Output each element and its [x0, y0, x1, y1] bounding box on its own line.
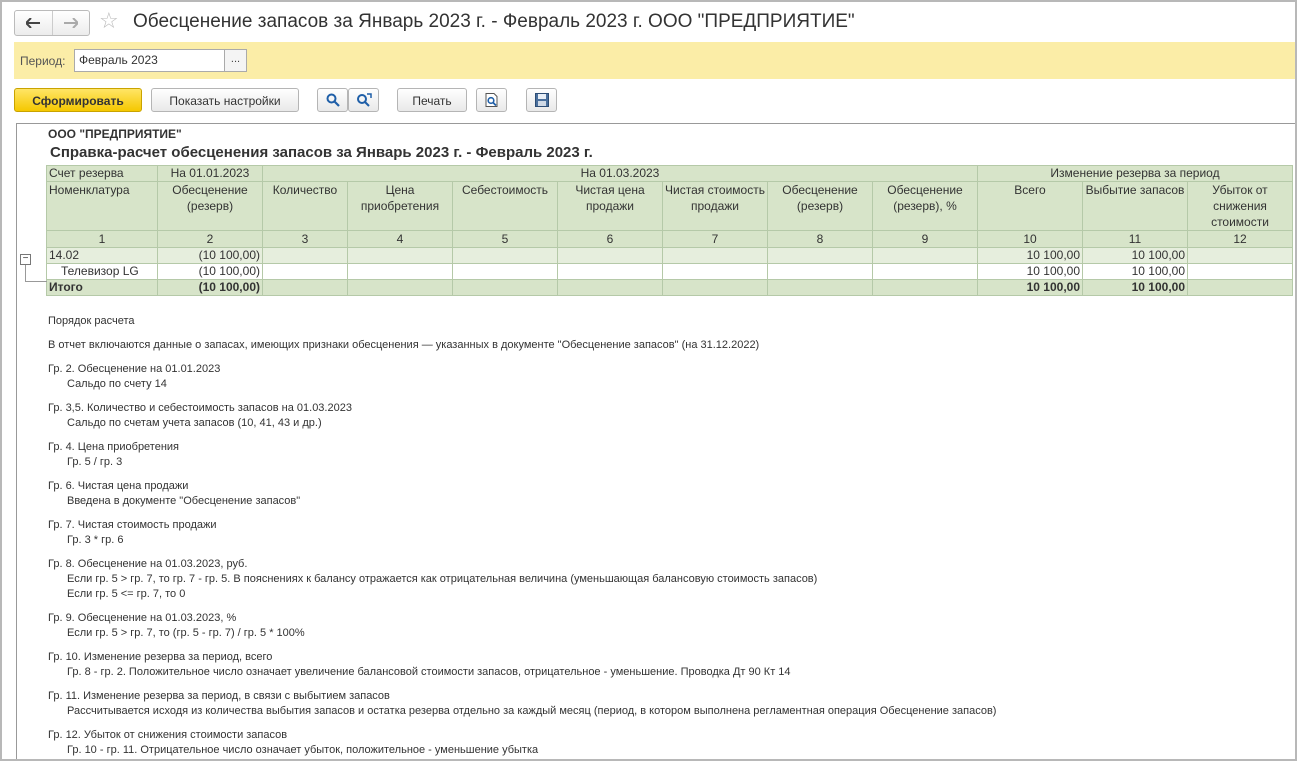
col-header-account: Счет резерва [47, 166, 158, 182]
col-header: Себестоимость [453, 182, 558, 231]
table-cell[interactable] [348, 264, 453, 280]
table-cell[interactable] [453, 264, 558, 280]
col-header: Всего [978, 182, 1083, 231]
col-header: Обесценение (резерв) [768, 182, 873, 231]
note-title: В отчет включаются данные о запасах, имеющих признаки обесценения — указанных в документе "Обесценение запасов" (на 31.12.2022) [48, 339, 760, 351]
table-cell[interactable] [1188, 264, 1293, 280]
collapse-group-icon[interactable]: − [20, 254, 31, 265]
note-title: Гр. 8. Обесценение на 01.03.2023, руб. [48, 558, 248, 570]
table-header-row-2 [47, 182, 1293, 231]
col-number: 2 [158, 231, 263, 248]
table-cell[interactable]: 10 100,00 [978, 264, 1083, 280]
note-line: Гр. 10 - гр. 11. Отрицательное число означает убыток, положительное - уменьшение убытка [67, 744, 539, 756]
period-select-button[interactable]: ... [224, 49, 247, 72]
col-number: 9 [873, 231, 978, 248]
col-header: Выбытие запасов [1083, 182, 1188, 231]
col-number: 8 [768, 231, 873, 248]
table-cell[interactable] [348, 248, 453, 264]
col-number: 1 [47, 231, 158, 248]
note-line: Если гр. 5 > гр. 7, то (гр. 5 - гр. 7) / гр. 5 * 100% [67, 627, 305, 639]
note [48, 650, 996, 680]
table-cell[interactable] [453, 280, 558, 296]
note [48, 401, 996, 431]
table-cell[interactable] [558, 248, 663, 264]
col-header-change: Изменение резерва за период [978, 166, 1293, 182]
table-cell[interactable]: Телевизор LG [47, 264, 158, 280]
table-cell[interactable]: 10 100,00 [978, 248, 1083, 264]
col-header: Чистая цена продажи [558, 182, 663, 231]
table-row-item[interactable] [47, 264, 1293, 280]
note-line: Если гр. 5 <= гр. 7, то 0 [67, 588, 186, 600]
table-cell[interactable] [263, 264, 348, 280]
col-number: 7 [663, 231, 768, 248]
search-refresh-icon [356, 93, 372, 107]
table-cell[interactable] [348, 280, 453, 296]
table-cell[interactable] [768, 280, 873, 296]
table-row-total[interactable] [47, 280, 1293, 296]
print-preview-icon [485, 93, 499, 108]
show-settings-button[interactable]: Показать настройки [151, 88, 299, 112]
col-header-on-start: На 01.01.2023 [158, 166, 263, 182]
table-cell[interactable] [873, 264, 978, 280]
title-bar [2, 2, 1295, 42]
note [48, 338, 996, 353]
table-cell[interactable]: 10 100,00 [978, 280, 1083, 296]
table-cell[interactable] [558, 280, 663, 296]
table-cell[interactable]: (10 100,00) [158, 280, 263, 296]
table-cell[interactable] [558, 264, 663, 280]
table-cell[interactable] [768, 264, 873, 280]
note [48, 518, 996, 548]
col-number: 4 [348, 231, 453, 248]
table-row-group[interactable] [47, 248, 1293, 264]
col-header: Убыток от снижения стоимости [1188, 182, 1293, 231]
note [48, 557, 996, 602]
note-title: Порядок расчета [48, 315, 135, 327]
table-cell[interactable] [768, 248, 873, 264]
report-area[interactable] [16, 123, 1297, 761]
note-line: Сальдо по счетам учета запасов (10, 41, 43 и др.) [67, 417, 322, 429]
note [48, 611, 996, 641]
table-cell[interactable]: 10 100,00 [1083, 264, 1188, 280]
note-line: Гр. 8 - гр. 2. Положительное число означает увеличение балансовой стоимости запасов, отрицательное - уменьшение. Проводка Дт 90 Кт 14 [67, 666, 791, 678]
tree-line [25, 281, 47, 282]
col-header: Обесценение (резерв), % [873, 182, 978, 231]
col-number: 12 [1188, 231, 1293, 248]
table-cell[interactable]: Итого [47, 280, 158, 296]
col-header: Чистая стоимость продажи [663, 182, 768, 231]
table-cell[interactable] [263, 280, 348, 296]
period-label: Период: [20, 54, 66, 68]
note [48, 362, 996, 392]
table-cell[interactable]: (10 100,00) [158, 248, 263, 264]
table-cell[interactable]: 10 100,00 [1083, 280, 1188, 296]
table-cell[interactable] [663, 248, 768, 264]
table-header-row-1 [47, 166, 1293, 182]
forward-button[interactable] [52, 11, 90, 35]
note-title: Гр. 4. Цена приобретения [48, 441, 180, 453]
note [48, 479, 996, 509]
note-line: Введена в документе "Обесценение запасов" [67, 495, 301, 507]
col-header: Обесценение (резерв) [158, 182, 263, 231]
save-button[interactable] [526, 88, 557, 112]
note-title: Гр. 11. Изменение резерва за период, в связи с выбытием запасов [48, 690, 390, 702]
table-cell[interactable] [873, 280, 978, 296]
navigation-buttons [14, 10, 90, 36]
col-number: 5 [453, 231, 558, 248]
note [48, 728, 996, 758]
print-button[interactable]: Печать [397, 88, 467, 112]
arrow-right-icon [64, 18, 78, 28]
note-title: Гр. 6. Чистая цена продажи [48, 480, 189, 492]
note-line: Если гр. 5 > гр. 7, то гр. 7 - гр. 5. В пояснениях к балансу отражается как отрицательная величина (уменьшающая балансовую стоимость запасов) [67, 573, 818, 585]
parameters-panel [14, 42, 1295, 79]
report-organization: ООО "ПРЕДПРИЯТИЕ" [48, 127, 182, 141]
note-line: Рассчитывается исходя из количества выбытия запасов и остатка резерва отдельно за каждый месяц (период, в котором выполнена регламентная операция Обесценение запасов) [67, 705, 997, 717]
note [48, 689, 996, 719]
col-header: Цена приобретения [348, 182, 453, 231]
note [48, 440, 996, 470]
search-button[interactable] [317, 88, 348, 112]
note-title: Гр. 3,5. Количество и себестоимость запасов на 01.03.2023 [48, 402, 352, 414]
favorite-star-icon[interactable]: ☆ [99, 8, 119, 33]
report-table [46, 165, 1293, 296]
tree-line [25, 265, 26, 282]
note-title: Гр. 7. Чистая стоимость продажи [48, 519, 217, 531]
col-number: 6 [558, 231, 663, 248]
table-cell[interactable] [453, 248, 558, 264]
back-button[interactable] [15, 11, 52, 35]
table-cell[interactable]: (10 100,00) [158, 264, 263, 280]
table-cell[interactable] [1188, 248, 1293, 264]
table-cell[interactable] [663, 280, 768, 296]
period-input[interactable]: Февраль 2023 [74, 49, 229, 72]
save-icon [535, 93, 549, 107]
print-preview-button[interactable] [476, 88, 507, 112]
note-title: Гр. 2. Обесценение на 01.01.2023 [48, 363, 221, 375]
table-cell[interactable] [663, 264, 768, 280]
table-cell[interactable] [1188, 280, 1293, 296]
col-header-on-end: На 01.03.2023 [263, 166, 978, 182]
col-number: 10 [978, 231, 1083, 248]
search-next-button[interactable] [348, 88, 379, 112]
note-line: Сальдо по счету 14 [67, 378, 167, 390]
note-title: Гр. 12. Убыток от снижения стоимости запасов [48, 729, 288, 741]
arrow-left-icon [26, 18, 40, 28]
col-number: 11 [1083, 231, 1188, 248]
table-cell[interactable] [873, 248, 978, 264]
table-cell[interactable]: 10 100,00 [1083, 248, 1188, 264]
note-line: Гр. 5 / гр. 3 [67, 456, 123, 468]
window-title: Обесценение запасов за Январь 2023 г. - Февраль 2023 г. ООО "ПРЕДПРИЯТИЕ" [133, 11, 855, 32]
note-title: Гр. 9. Обесценение на 01.03.2023, % [48, 612, 237, 624]
generate-button[interactable]: Сформировать [14, 88, 142, 112]
note-line: Гр. 3 * гр. 6 [67, 534, 124, 546]
table-cell[interactable]: 14.02 [47, 248, 158, 264]
search-icon [326, 93, 340, 107]
report-title: Справка-расчет обесценения запасов за Январь 2023 г. - Февраль 2023 г. [50, 144, 593, 161]
column-numbers-row [47, 231, 1293, 248]
note [48, 314, 996, 329]
table-cell[interactable] [263, 248, 348, 264]
col-header: Номенклатура [47, 182, 158, 231]
col-number: 3 [263, 231, 348, 248]
col-header: Количество [263, 182, 348, 231]
note-title: Гр. 10. Изменение резерва за период, всего [48, 651, 273, 663]
calculation-notes [48, 314, 996, 761]
